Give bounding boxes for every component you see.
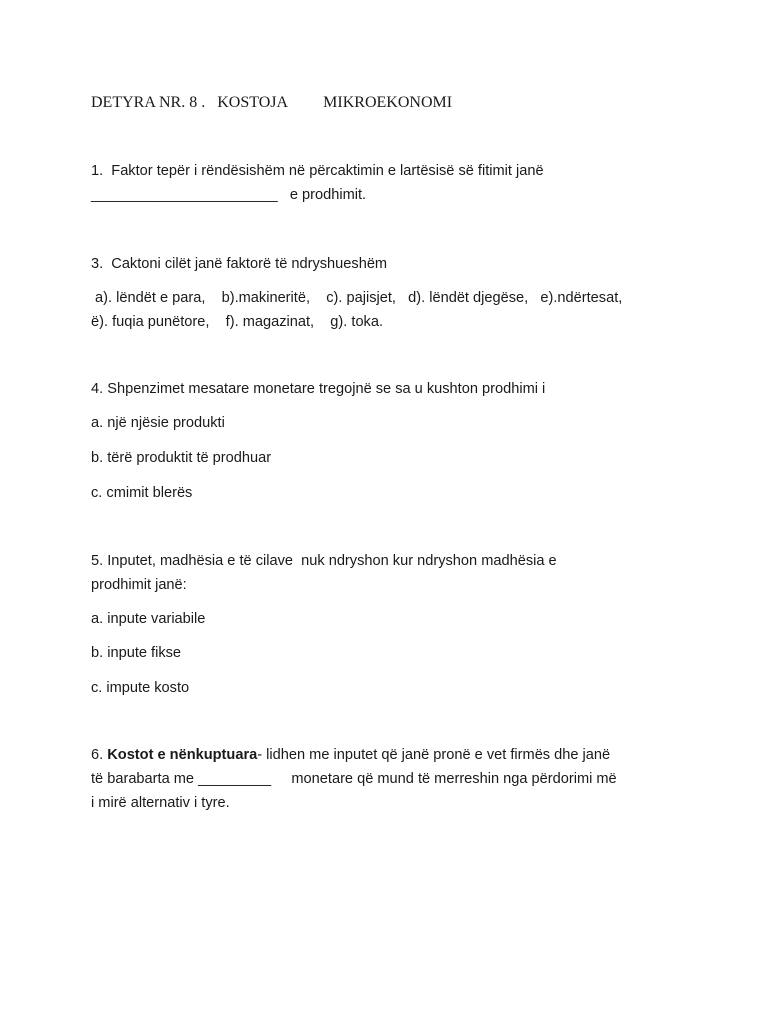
question-1-line-2: _______________________ e prodhimit. [91, 187, 367, 203]
question-5-prompt-line-1: 5. Inputet, madhësia e të cilave nuk ndryshon kur ndryshon madhësia e [91, 553, 557, 569]
question-6-line-1-rest: - lidhen me inputet që janë pronë e vet firmës dhe janë [257, 747, 611, 763]
question-4-option-b: b. tërë produktit të prodhuar [91, 450, 272, 466]
question-5-option-b: b. inpute fikse [91, 645, 182, 661]
question-5-option-c: c. impute kosto [91, 680, 190, 696]
question-1-line-1: 1. Faktor tepër i rëndësishëm në përcaktimin e lartësisë së fitimit janë [91, 163, 544, 179]
question-6-term: Kostot e nënkuptuara [107, 747, 258, 763]
question-6-line-1 [91, 746, 610, 764]
document-title: DETYRA NR. 8 . KOSTOJA MIKROEKONOMI [91, 94, 453, 111]
question-6-line-2: të barabarta me _________ monetare që mund të merreshin nga përdorimi më [91, 771, 617, 787]
question-6-line-3: i mirë alternativ i tyre. [91, 795, 230, 811]
question-3-options-line-1: a). lëndët e para, b).makineritë, c). pajisjet, d). lëndët djegëse, e).ndërtesat, [91, 290, 623, 306]
question-6-number: 6. [91, 747, 108, 763]
question-3-prompt: 3. Caktoni cilët janë faktorë të ndryshueshëm [91, 256, 388, 272]
question-3-options-line-2: ë). fuqia punëtore, f). magazinat, g). toka. [91, 314, 384, 330]
question-4-option-a: a. një njësie produkti [91, 415, 225, 431]
question-5-option-a: a. inpute variabile [91, 611, 206, 627]
question-5-prompt-line-2: prodhimit janë: [91, 577, 187, 593]
question-4-prompt: 4. Shpenzimet mesatare monetare tregojnë se sa u kushton prodhimi i [91, 381, 546, 397]
question-4-option-c: c. cmimit blerës [91, 485, 193, 501]
